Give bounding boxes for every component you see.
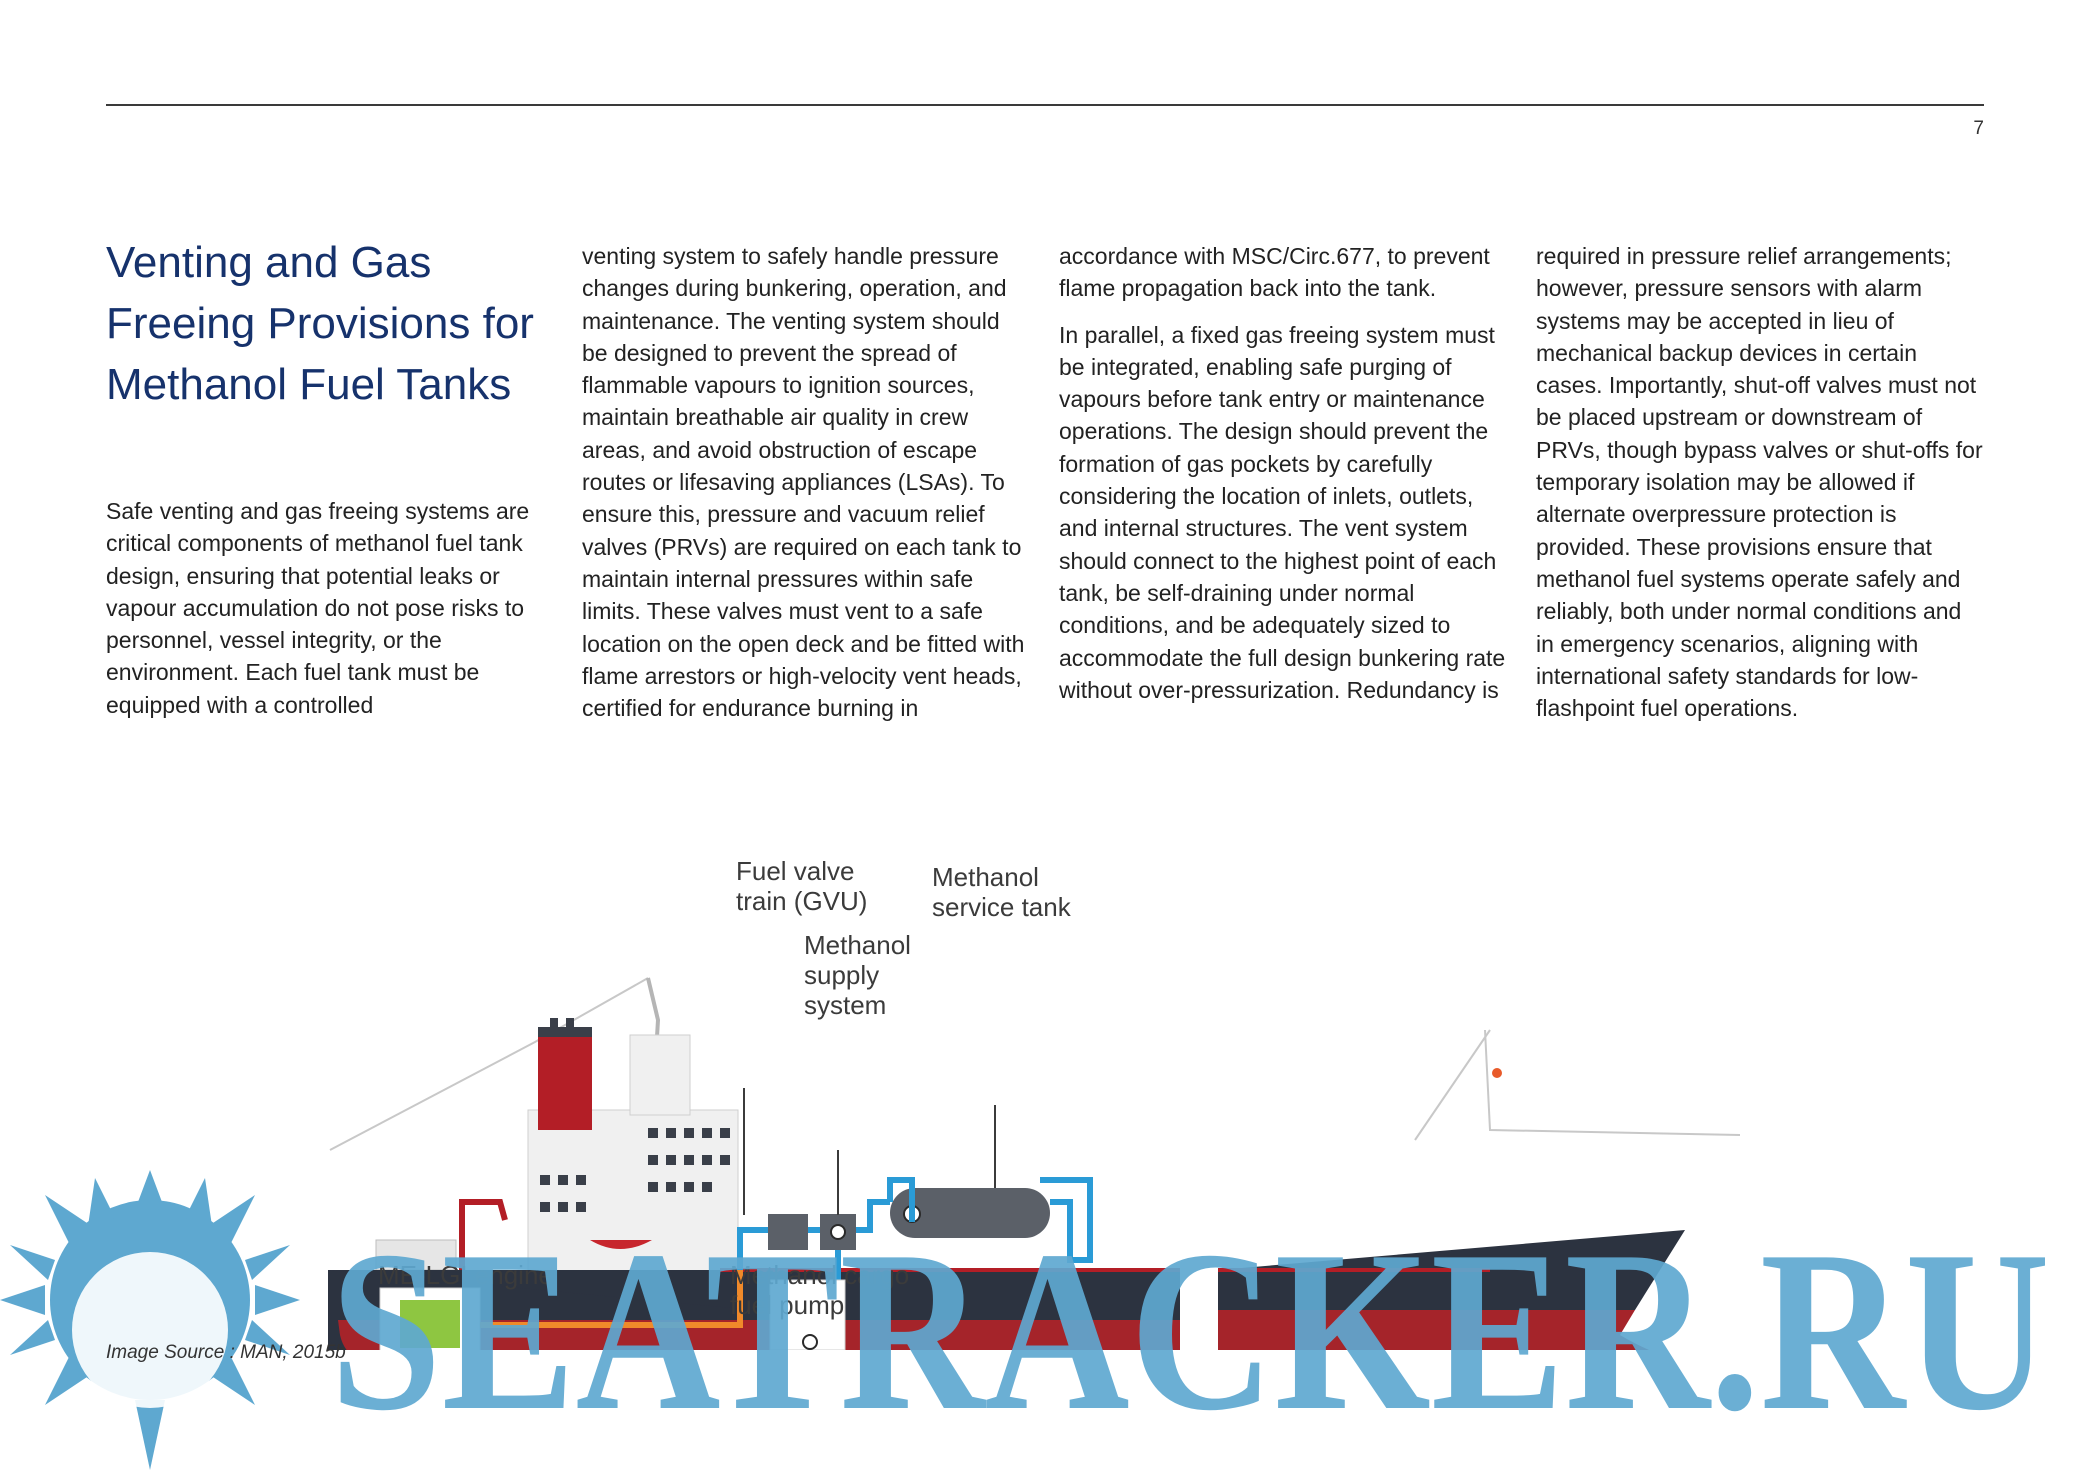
paragraph: required in pressure relief arrangements; however, pressure sensors with alarm systems may be accepted in lieu of mechanical backup devices in certain cases. Importantly, shut-off valves must not be placed upstream or downstream of PRVs, though bypass valves or shut-offs for temporary isolation may be allowed if alternate overpressure protection is provided. These provisions ensure that methanol fuel systems operate safely and reliably, both under normal conditions and in emergency scenarios, aligning with international safety standards for low-flashpoint fuel operations. xyxy=(1536,243,1983,722)
paragraph: accordance with MSC/Circ.677, to prevent flame propagation back into the tank. xyxy=(1059,243,1490,302)
watermark-text: SEATRACKER.RU xyxy=(330,1203,2050,1458)
text-column-4 xyxy=(1536,240,1984,738)
label-fuel-valve-train: Fuel valve train (GVU) xyxy=(736,856,868,916)
text-column-1 xyxy=(106,495,536,735)
label-methanol-service-tank: Methanol service tank xyxy=(932,862,1071,922)
funnel xyxy=(538,1035,592,1130)
text-column-3 xyxy=(1059,240,1507,720)
section-heading: Venting and Gas Freeing Provisions for Methanol Fuel Tanks xyxy=(106,238,534,409)
text-column-2 xyxy=(582,240,1030,738)
watermark xyxy=(0,1170,2082,1470)
paragraph: In parallel, a fixed gas freeing system must be integrated, enabling safe purging of vapours before tank entry or maintenance operations. The design should prevent the formation of gas pockets by carefully considering the location of inlets, outlets, and internal structures. The vent system should connect to the highest point of each tank, be self-draining under normal conditions, and be adequately sized to accommodate the full design bunkering rate without over-pressurization. Redundancy is xyxy=(1059,321,1506,703)
label-methanol-supply-system: Methanol supply system xyxy=(804,930,911,1020)
page-number: 7 xyxy=(1973,118,1984,139)
paragraph: Safe venting and gas freeing systems are critical components of methanol fuel tank design, ensuring that potential leaks or vapour accumulation do not pose risks to personnel, vessel integrity, or the environment. Each fuel tank must be equipped with a controlled xyxy=(106,498,530,718)
paragraph: venting system to safely handle pressure changes during bunkering, operation, and maintenance. The venting system should be designed to prevent the spread of flammable vapours to ignition sources, maintain breathable air quality in crew areas, and avoid obstruction of escape routes or lifesaving appliances (LSAs). To ensure this, pressure and vacuum relief valves (PRVs) are required on each tank to maintain internal pressures within safe limits. These valves must vent to a safe location on the open deck and be fitted with flame arrestors or high-velocity vent heads, certified for endurance burning in xyxy=(582,243,1025,722)
watermark-graphic xyxy=(0,1170,2082,1470)
image-source-caption: Image Source : MAN, 2015b xyxy=(106,1342,346,1363)
label-methanol-cargo-fuel-pump: Methanol cargo fuel pump xyxy=(730,1260,910,1320)
header-rule xyxy=(106,104,1984,106)
label-me-lgi-engine: ME-LGI engine xyxy=(378,1260,553,1290)
